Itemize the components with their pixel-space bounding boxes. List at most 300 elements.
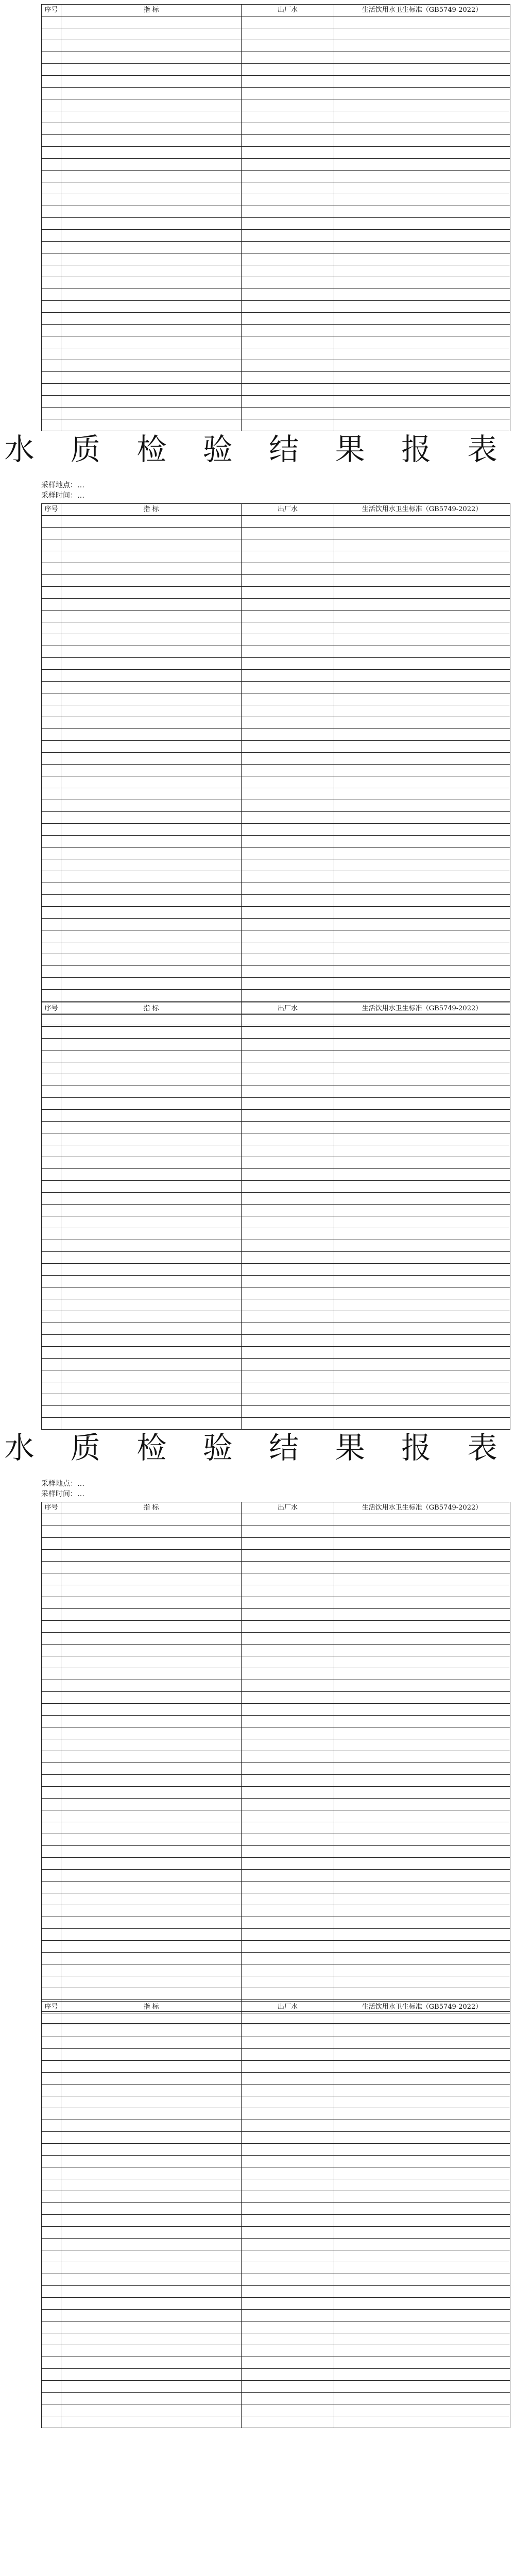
row-seq bbox=[42, 539, 61, 551]
row-item bbox=[61, 1834, 242, 1846]
table-row bbox=[42, 2357, 510, 2369]
row-item bbox=[61, 1609, 242, 1621]
row-item bbox=[61, 2191, 242, 2203]
row-standard-value bbox=[334, 408, 510, 419]
header-standard: 生活饮用水卫生标准（GB5749-2022） bbox=[334, 2002, 510, 2013]
table-row bbox=[42, 159, 510, 171]
row-seq bbox=[42, 978, 61, 990]
row-item bbox=[61, 563, 242, 575]
row-seq bbox=[42, 1846, 61, 1858]
row-item bbox=[61, 408, 242, 419]
row-factory-value bbox=[242, 1039, 334, 1050]
row-factory-value bbox=[242, 551, 334, 563]
row-item bbox=[61, 1062, 242, 1074]
table-row bbox=[42, 788, 510, 800]
row-item bbox=[61, 40, 242, 52]
table-row bbox=[42, 1727, 510, 1739]
row-standard-value bbox=[334, 1976, 510, 1988]
row-factory-value bbox=[242, 1074, 334, 1086]
row-item bbox=[61, 1976, 242, 1988]
table-row bbox=[42, 1882, 510, 1893]
row-factory-value bbox=[242, 242, 334, 253]
row-standard-value bbox=[334, 1692, 510, 1704]
row-seq bbox=[42, 1775, 61, 1787]
row-item bbox=[61, 206, 242, 218]
report-title: 水 质 检 验 结 果 报 表 bbox=[4, 1430, 511, 1465]
row-seq bbox=[42, 1893, 61, 1905]
row-seq bbox=[42, 1858, 61, 1870]
row-seq bbox=[42, 587, 61, 599]
table-row bbox=[42, 313, 510, 325]
row-factory-value bbox=[242, 40, 334, 52]
row-seq bbox=[42, 289, 61, 301]
row-standard-value bbox=[334, 2215, 510, 2227]
sampling-date: 采样时间：… bbox=[41, 492, 84, 500]
row-item bbox=[61, 883, 242, 895]
row-seq bbox=[42, 2239, 61, 2250]
row-seq bbox=[42, 930, 61, 942]
row-factory-value bbox=[242, 871, 334, 883]
table-row bbox=[42, 1953, 510, 1964]
row-item bbox=[61, 218, 242, 230]
row-seq bbox=[42, 2298, 61, 2310]
row-seq bbox=[42, 1299, 61, 1311]
row-factory-value bbox=[242, 1597, 334, 1609]
table-row bbox=[42, 1739, 510, 1751]
row-item bbox=[61, 230, 242, 242]
row-seq bbox=[42, 1538, 61, 1550]
table-row bbox=[42, 206, 510, 218]
row-factory-value bbox=[242, 1287, 334, 1299]
row-seq bbox=[42, 360, 61, 372]
row-seq bbox=[42, 194, 61, 206]
row-seq bbox=[42, 1394, 61, 1406]
row-factory-value bbox=[242, 646, 334, 658]
row-seq bbox=[42, 206, 61, 218]
table-row bbox=[42, 372, 510, 384]
row-item bbox=[61, 2381, 242, 2393]
row-factory-value bbox=[242, 1822, 334, 1834]
header-item: 指 标 bbox=[61, 1003, 242, 1015]
row-standard-value bbox=[334, 528, 510, 539]
row-standard-value bbox=[334, 2096, 510, 2108]
table-row bbox=[42, 1597, 510, 1609]
row-seq bbox=[42, 1264, 61, 1276]
row-factory-value bbox=[242, 206, 334, 218]
row-seq bbox=[42, 2073, 61, 2084]
row-item bbox=[61, 1787, 242, 1799]
row-standard-value bbox=[334, 99, 510, 111]
row-seq bbox=[42, 800, 61, 812]
row-seq bbox=[42, 2333, 61, 2345]
row-seq bbox=[42, 2156, 61, 2167]
row-seq bbox=[42, 2310, 61, 2321]
row-factory-value bbox=[242, 1562, 334, 1573]
table-row bbox=[42, 682, 510, 693]
row-factory-value bbox=[242, 776, 334, 788]
header-item: 指 标 bbox=[61, 504, 242, 516]
row-factory-value bbox=[242, 1382, 334, 1394]
table-row bbox=[42, 1964, 510, 1976]
row-seq bbox=[42, 2286, 61, 2298]
row-factory-value bbox=[242, 419, 334, 431]
row-standard-value bbox=[334, 753, 510, 765]
row-item bbox=[61, 372, 242, 384]
row-item bbox=[61, 2061, 242, 2073]
row-standard-value bbox=[334, 895, 510, 907]
row-seq bbox=[42, 2049, 61, 2061]
row-standard-value bbox=[334, 206, 510, 218]
row-standard-value bbox=[334, 1039, 510, 1050]
row-seq bbox=[42, 1751, 61, 1763]
table-row bbox=[42, 2073, 510, 2084]
table-row bbox=[42, 1205, 510, 1216]
row-factory-value bbox=[242, 1941, 334, 1953]
row-standard-value bbox=[334, 1276, 510, 1287]
row-seq bbox=[42, 1550, 61, 1562]
row-factory-value bbox=[242, 1976, 334, 1988]
row-standard-value bbox=[334, 64, 510, 76]
row-standard-value bbox=[334, 1585, 510, 1597]
row-item bbox=[61, 2013, 242, 2025]
row-item bbox=[61, 1122, 242, 1133]
row-item bbox=[61, 575, 242, 587]
row-standard-value bbox=[334, 883, 510, 895]
row-factory-value bbox=[242, 2298, 334, 2310]
row-factory-value bbox=[242, 360, 334, 372]
row-item bbox=[61, 301, 242, 313]
row-standard-value bbox=[334, 194, 510, 206]
row-item bbox=[61, 2108, 242, 2120]
row-item bbox=[61, 1739, 242, 1751]
row-item bbox=[61, 788, 242, 800]
row-factory-value bbox=[242, 2262, 334, 2274]
row-standard-value bbox=[334, 1870, 510, 1882]
row-factory-value bbox=[242, 277, 334, 289]
table-row bbox=[42, 2156, 510, 2167]
table-row bbox=[42, 2132, 510, 2144]
row-seq bbox=[42, 1739, 61, 1751]
row-item bbox=[61, 2369, 242, 2381]
row-seq bbox=[42, 242, 61, 253]
table-row bbox=[42, 242, 510, 253]
row-seq bbox=[42, 658, 61, 670]
row-standard-value bbox=[334, 1680, 510, 1692]
table-row bbox=[42, 1133, 510, 1145]
row-item bbox=[61, 599, 242, 611]
row-item bbox=[61, 1941, 242, 1953]
header-factory: 出厂水 bbox=[242, 504, 334, 516]
row-factory-value bbox=[242, 265, 334, 277]
row-item bbox=[61, 135, 242, 147]
row-seq bbox=[42, 705, 61, 717]
row-standard-value bbox=[334, 1311, 510, 1323]
row-standard-value bbox=[334, 313, 510, 325]
row-seq bbox=[42, 40, 61, 52]
row-item bbox=[61, 670, 242, 682]
row-seq bbox=[42, 1810, 61, 1822]
row-standard-value bbox=[334, 2108, 510, 2120]
table-row bbox=[42, 2191, 510, 2203]
row-standard-value bbox=[334, 670, 510, 682]
table-row bbox=[42, 2345, 510, 2357]
row-seq bbox=[42, 2262, 61, 2274]
row-factory-value bbox=[242, 859, 334, 871]
row-standard-value bbox=[334, 942, 510, 954]
row-item bbox=[61, 528, 242, 539]
table-header-row bbox=[42, 1003, 510, 1015]
row-seq bbox=[42, 563, 61, 575]
row-standard-value bbox=[334, 1323, 510, 1335]
row-seq bbox=[42, 2061, 61, 2073]
row-seq bbox=[42, 1621, 61, 1633]
row-standard-value bbox=[334, 1953, 510, 1964]
row-standard-value bbox=[334, 1299, 510, 1311]
row-seq bbox=[42, 230, 61, 242]
row-factory-value bbox=[242, 2416, 334, 2428]
row-seq bbox=[42, 277, 61, 289]
table-row bbox=[42, 1086, 510, 1098]
row-factory-value bbox=[242, 1122, 334, 1133]
row-standard-value bbox=[334, 563, 510, 575]
row-seq bbox=[42, 575, 61, 587]
row-seq bbox=[42, 1585, 61, 1597]
row-standard-value bbox=[334, 2156, 510, 2167]
row-standard-value bbox=[334, 182, 510, 194]
table-row bbox=[42, 2037, 510, 2049]
row-standard-value bbox=[334, 242, 510, 253]
table-row bbox=[42, 1775, 510, 1787]
table-row bbox=[42, 942, 510, 954]
row-standard-value bbox=[334, 2286, 510, 2298]
row-item bbox=[61, 1799, 242, 1810]
table-row bbox=[42, 2333, 510, 2345]
row-standard-value bbox=[334, 1538, 510, 1550]
table-row bbox=[42, 776, 510, 788]
row-seq bbox=[42, 1692, 61, 1704]
row-standard-value bbox=[334, 230, 510, 242]
row-seq bbox=[42, 1169, 61, 1181]
table-row bbox=[42, 1538, 510, 1550]
table-row bbox=[42, 1394, 510, 1406]
row-item bbox=[61, 1039, 242, 1050]
row-standard-value bbox=[334, 705, 510, 717]
row-item bbox=[61, 2262, 242, 2274]
row-item bbox=[61, 966, 242, 978]
row-item bbox=[61, 836, 242, 848]
row-standard-value bbox=[334, 2345, 510, 2357]
row-item bbox=[61, 646, 242, 658]
row-factory-value bbox=[242, 1169, 334, 1181]
table-row bbox=[42, 978, 510, 990]
row-standard-value bbox=[334, 1964, 510, 1976]
row-standard-value bbox=[334, 1609, 510, 1621]
row-seq bbox=[42, 2191, 61, 2203]
row-factory-value bbox=[242, 1276, 334, 1287]
row-standard-value bbox=[334, 765, 510, 776]
row-item bbox=[61, 1110, 242, 1122]
row-seq bbox=[42, 765, 61, 776]
row-factory-value bbox=[242, 1264, 334, 1276]
row-item bbox=[61, 1193, 242, 1205]
table-row bbox=[42, 599, 510, 611]
row-item bbox=[61, 1098, 242, 1110]
row-seq bbox=[42, 1382, 61, 1394]
row-factory-value bbox=[242, 765, 334, 776]
row-item bbox=[61, 194, 242, 206]
table-row bbox=[42, 1228, 510, 1240]
row-standard-value bbox=[334, 2416, 510, 2428]
row-factory-value bbox=[242, 1692, 334, 1704]
table-row bbox=[42, 135, 510, 147]
row-item bbox=[61, 171, 242, 182]
row-factory-value bbox=[242, 1964, 334, 1976]
row-item bbox=[61, 1276, 242, 1287]
row-seq bbox=[42, 2037, 61, 2049]
row-seq bbox=[42, 1917, 61, 1929]
table-row bbox=[42, 2084, 510, 2096]
row-item bbox=[61, 587, 242, 599]
table-row bbox=[42, 1834, 510, 1846]
row-standard-value bbox=[334, 123, 510, 135]
row-factory-value bbox=[242, 2286, 334, 2298]
row-standard-value bbox=[334, 1799, 510, 1810]
table-row bbox=[42, 64, 510, 76]
row-item bbox=[61, 1562, 242, 1573]
row-item bbox=[61, 2167, 242, 2179]
row-factory-value bbox=[242, 1323, 334, 1335]
table-row bbox=[42, 1941, 510, 1953]
row-factory-value bbox=[242, 336, 334, 348]
table-row bbox=[42, 2274, 510, 2286]
row-factory-value bbox=[242, 1538, 334, 1550]
table-row bbox=[42, 2049, 510, 2061]
row-factory-value bbox=[242, 301, 334, 313]
row-seq bbox=[42, 1359, 61, 1370]
table-row bbox=[42, 253, 510, 265]
row-standard-value bbox=[334, 336, 510, 348]
row-standard-value bbox=[334, 1050, 510, 1062]
row-item bbox=[61, 895, 242, 907]
row-seq bbox=[42, 1347, 61, 1359]
row-factory-value bbox=[242, 1739, 334, 1751]
header-standard: 生活饮用水卫生标准（GB5749-2022） bbox=[334, 1003, 510, 1015]
row-item bbox=[61, 1299, 242, 1311]
row-item bbox=[61, 741, 242, 753]
row-standard-value bbox=[334, 28, 510, 40]
row-item bbox=[61, 2073, 242, 2084]
row-seq bbox=[42, 1039, 61, 1050]
row-standard-value bbox=[334, 729, 510, 741]
row-factory-value bbox=[242, 1550, 334, 1562]
row-factory-value bbox=[242, 76, 334, 88]
row-factory-value bbox=[242, 1905, 334, 1917]
table-row bbox=[42, 1015, 510, 1027]
row-item bbox=[61, 2250, 242, 2262]
row-seq bbox=[42, 253, 61, 265]
row-seq bbox=[42, 1964, 61, 1976]
row-standard-value bbox=[334, 384, 510, 396]
row-factory-value bbox=[242, 2321, 334, 2333]
row-factory-value bbox=[242, 1609, 334, 1621]
table-row bbox=[42, 990, 510, 1002]
table-row bbox=[42, 919, 510, 930]
table-row bbox=[42, 670, 510, 682]
row-seq bbox=[42, 516, 61, 528]
table-row bbox=[42, 2120, 510, 2132]
row-standard-value bbox=[334, 2274, 510, 2286]
table-row bbox=[42, 1169, 510, 1181]
row-seq bbox=[42, 634, 61, 646]
row-standard-value bbox=[334, 1905, 510, 1917]
row-seq bbox=[42, 1656, 61, 1668]
row-factory-value bbox=[242, 348, 334, 360]
row-item bbox=[61, 516, 242, 528]
row-item bbox=[61, 954, 242, 966]
row-item bbox=[61, 313, 242, 325]
row-seq bbox=[42, 1905, 61, 1917]
row-standard-value bbox=[334, 2179, 510, 2191]
row-factory-value bbox=[242, 1656, 334, 1668]
row-factory-value bbox=[242, 2274, 334, 2286]
row-item bbox=[61, 1169, 242, 1181]
water-quality-table bbox=[41, 4, 510, 431]
row-item bbox=[61, 611, 242, 622]
row-factory-value bbox=[242, 1763, 334, 1775]
row-standard-value bbox=[334, 325, 510, 336]
row-factory-value bbox=[242, 2333, 334, 2345]
table-row bbox=[42, 563, 510, 575]
row-seq bbox=[42, 1252, 61, 1264]
row-factory-value bbox=[242, 1228, 334, 1240]
row-standard-value bbox=[334, 1418, 510, 1430]
table-row bbox=[42, 171, 510, 182]
row-factory-value bbox=[242, 52, 334, 64]
row-factory-value bbox=[242, 1086, 334, 1098]
row-standard-value bbox=[334, 717, 510, 729]
row-seq bbox=[42, 1716, 61, 1727]
row-seq bbox=[42, 836, 61, 848]
row-seq bbox=[42, 2013, 61, 2025]
table-row bbox=[42, 1633, 510, 1645]
row-seq bbox=[42, 1110, 61, 1122]
row-item bbox=[61, 2156, 242, 2167]
row-seq bbox=[42, 1668, 61, 1680]
table-row bbox=[42, 1858, 510, 1870]
row-item bbox=[61, 2025, 242, 2037]
row-seq bbox=[42, 622, 61, 634]
row-seq bbox=[42, 76, 61, 88]
row-factory-value bbox=[242, 1929, 334, 1941]
row-item bbox=[61, 1822, 242, 1834]
row-item bbox=[61, 1716, 242, 1727]
table-row bbox=[42, 1716, 510, 1727]
row-seq bbox=[42, 2250, 61, 2262]
row-seq bbox=[42, 348, 61, 360]
row-standard-value bbox=[334, 1775, 510, 1787]
table-row bbox=[42, 1050, 510, 1062]
table-row bbox=[42, 1680, 510, 1692]
row-standard-value bbox=[334, 1193, 510, 1205]
row-item bbox=[61, 2416, 242, 2428]
table-row bbox=[42, 1893, 510, 1905]
table-row bbox=[42, 741, 510, 753]
row-factory-value bbox=[242, 1882, 334, 1893]
row-seq bbox=[42, 1276, 61, 1287]
table-row bbox=[42, 1098, 510, 1110]
row-standard-value bbox=[334, 2227, 510, 2239]
row-seq bbox=[42, 2274, 61, 2286]
